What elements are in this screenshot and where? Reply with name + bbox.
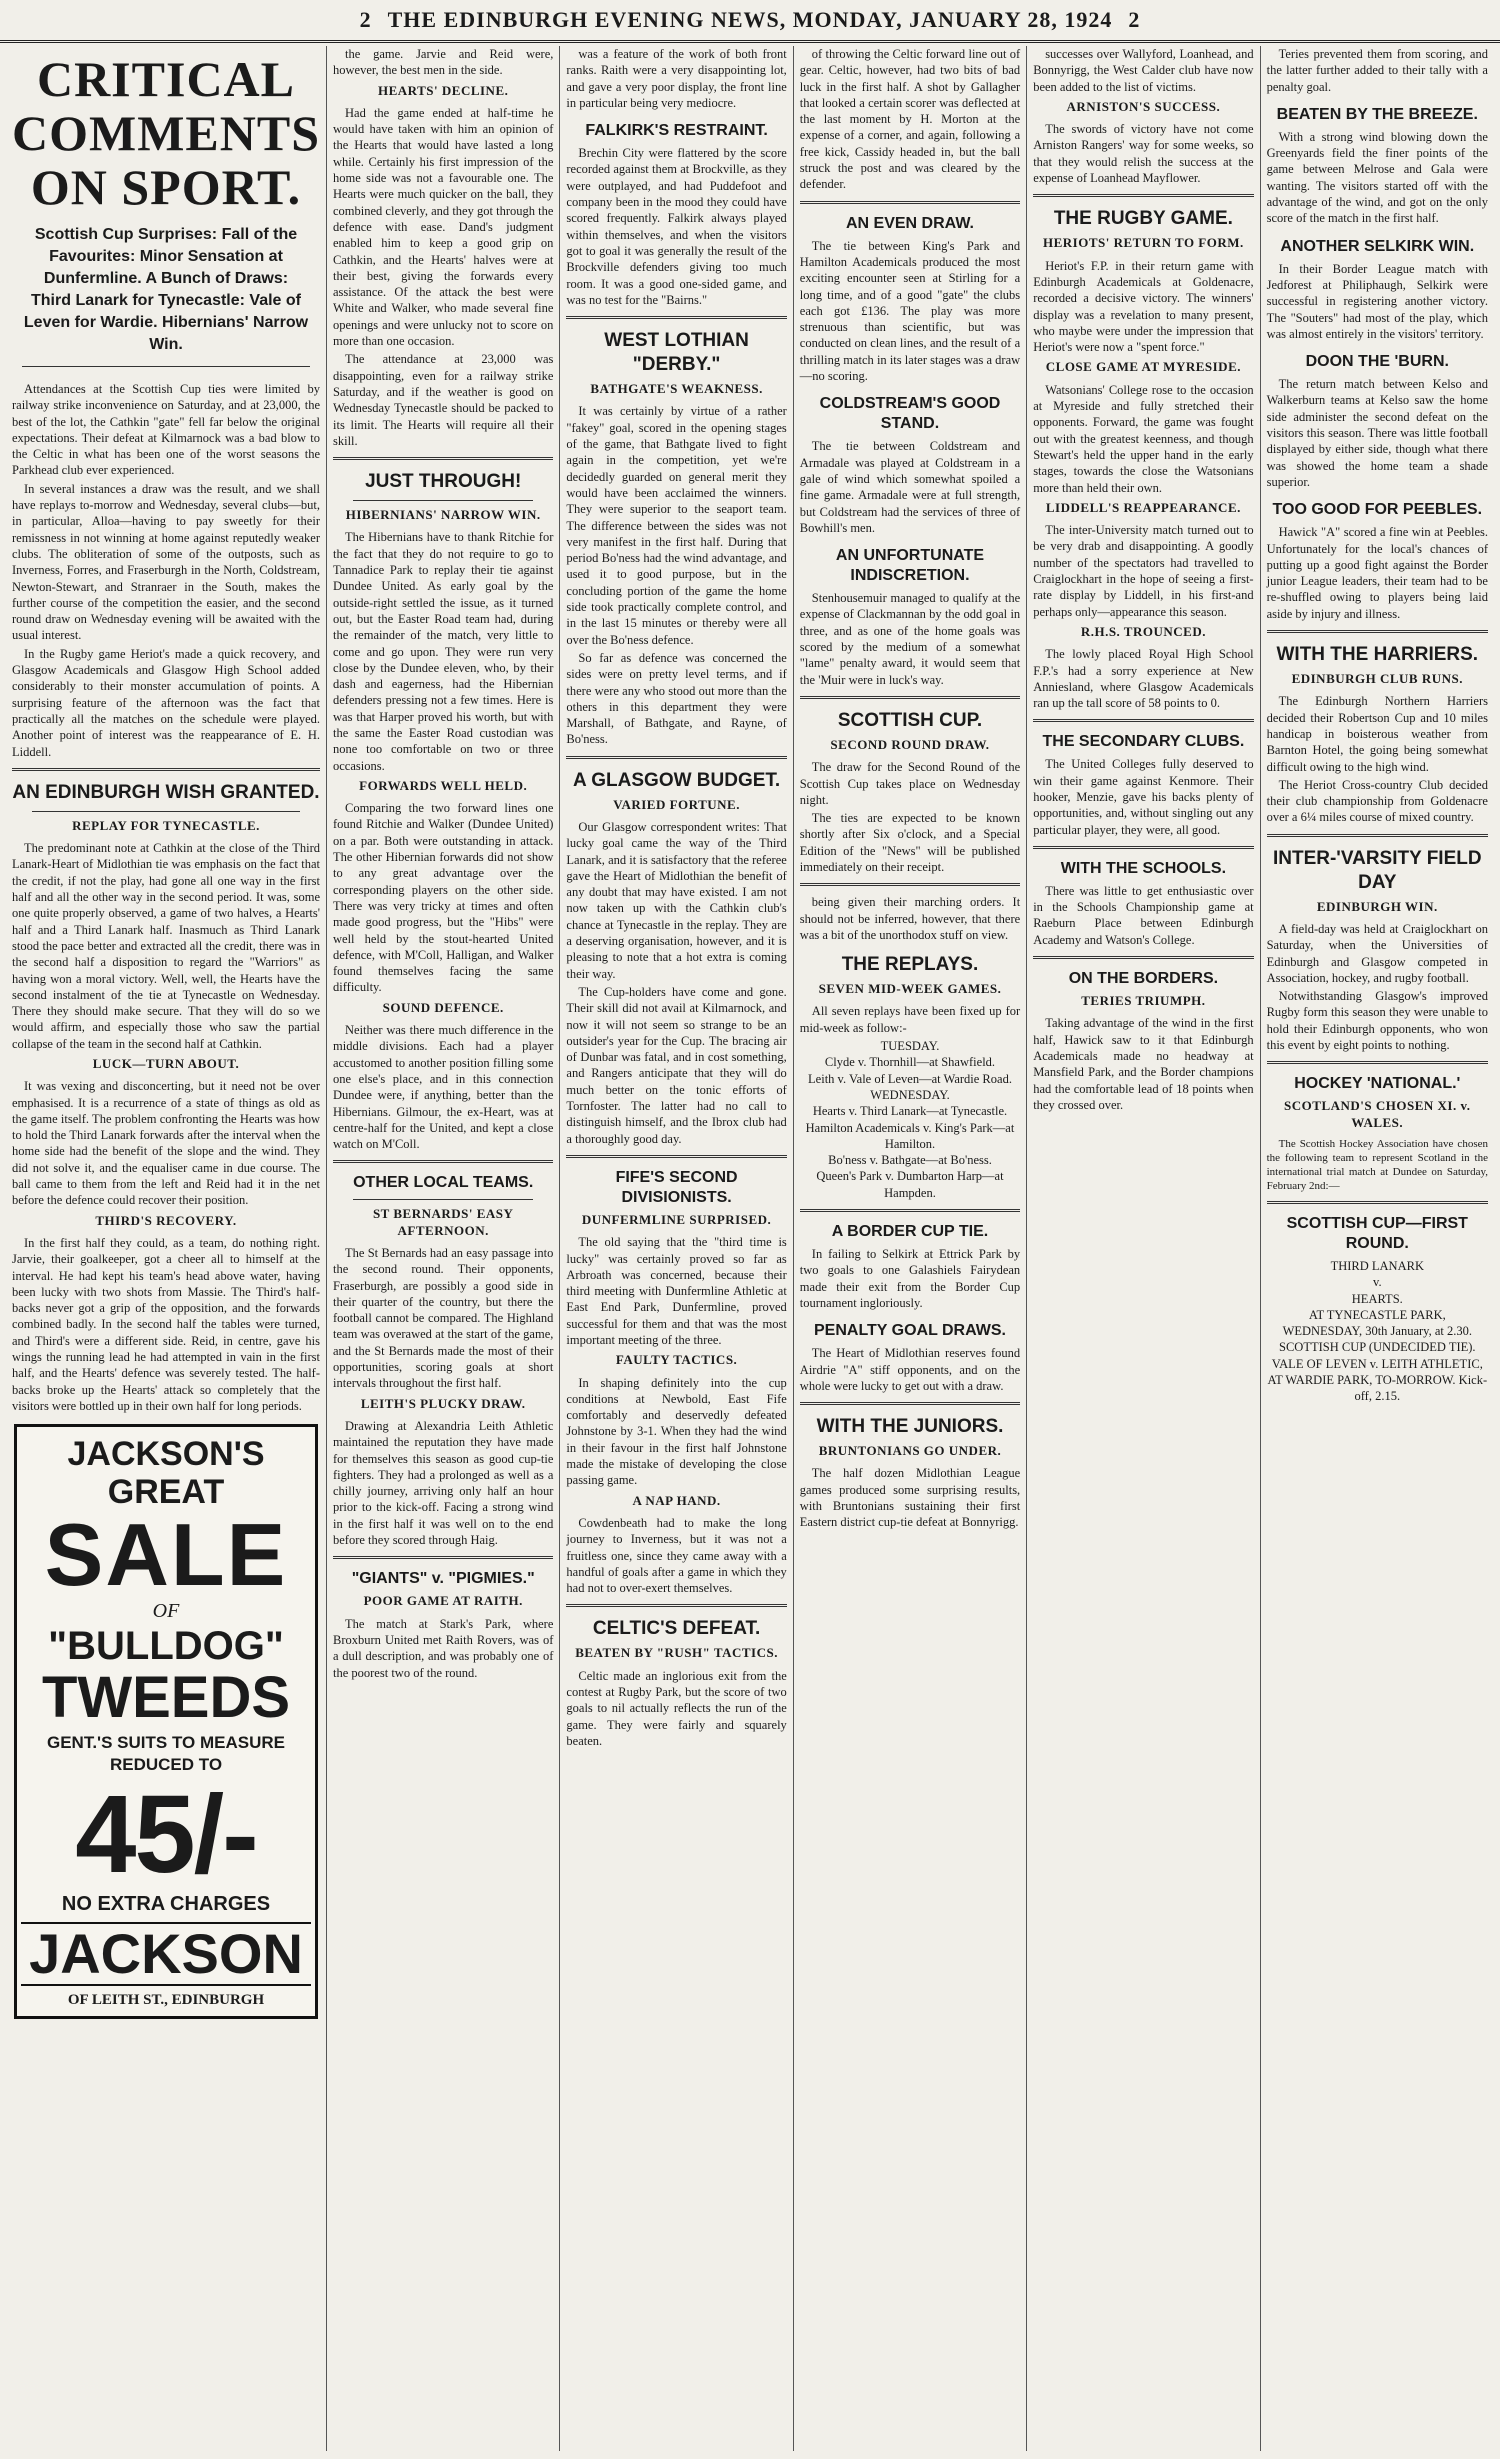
article-paragraph: The swords of victory have not come Arniston Rangers' way for some weeks, so that they would relish the success at the expense of Loanhead Mayflower. (1033, 122, 1254, 186)
section-heading: SCOTTISH CUP—FIRST ROUND. (1286, 1214, 1468, 1252)
article-paragraph: the game. Jarvie and Reid were, however, the best men in the side. (333, 47, 554, 78)
article-paragraph: being given their marching orders. It should not be inferred, however, that there was a bit of the unorthodox stuff on view. (799, 895, 1021, 942)
sub-heading: ST BERNARDS' EASY AFTERNOON. (372, 1206, 514, 1238)
article-paragraph: The Edinburgh Northern Harriers decided their Robertson Cup and 10 miles handicap in boisterous weather from Barnton Hotel, the going being somewhat difficult owing to the high wind. (1266, 694, 1488, 774)
divider (333, 457, 553, 460)
sub-heading: EDINBURGH WIN. (1316, 898, 1438, 914)
article-paragraph: In the first half they could, as a team, do nothing right. Jarvie, their goalkeeper, got a cheer all to himself at the interval. He had kept his team's head above water, having been lucky with two shots from Massie. The Third's half-backs never got a grip of the opposition, and the forwards combined badly. In the second half the tables were turned, and Third's were a different side. Reid, in centre, gave his wings the running lead he had attempted in vain in the first half, and the Hearts' defence was severely tested. The half-backs broke up the Hearts' attack so completely that the visitors were bottled up in their own half for long periods. (12, 1235, 320, 1413)
sub-heading: HIBERNIANS' NARROW WIN. (345, 507, 541, 523)
article-paragraph: There was little to get enthusiastic over in the Schools Championship game at Raeburn Place between Edinburgh Academy and Watson's College. (1033, 883, 1254, 947)
article-paragraph: The Scottish Hockey Association have chosen the following team to represent Scotland in the international trial match at Dundee on Saturday, February 2nd:— (1266, 1137, 1488, 1192)
sub-heading: SCOTLAND'S CHOSEN XI. v. WALES. (1284, 1098, 1471, 1130)
fixture-line: SCOTTISH CUP (UNDECIDED TIE). (1279, 1340, 1476, 1355)
column-2 (327, 46, 560, 2451)
sub-heading: FAULTY TACTICS. (615, 1352, 738, 1368)
section-heading: PENALTY GOAL DRAWS. (813, 1322, 1006, 1340)
section-heading: DOON THE 'BURN. (1305, 353, 1449, 371)
schedule-line: Bo'ness v. Bathgate—at Bo'ness. (828, 1153, 992, 1168)
divider (32, 811, 300, 812)
section-heading: HOCKEY 'NATIONAL.' (1294, 1075, 1461, 1093)
divider (1267, 630, 1488, 633)
section-heading: AN UNFORTUNATE INDISCRETION. (835, 547, 985, 585)
divider (1267, 1201, 1488, 1204)
sub-heading: VARIED FORTUNE. (613, 796, 740, 812)
schedule-line: Hamilton Academicals v. King's Park—at Hamilton. (805, 1120, 1015, 1151)
section-heading: FALKIRK'S RESTRAINT. (585, 122, 768, 140)
article-paragraph: The inter-University match turned out to be very drab and disappointing. A goodly number of the spectators had travelled to Craiglockhart in the hope of seeing a first-rate display by Liddell, in his first-and perhaps only—appearance this season. (1033, 523, 1254, 619)
section-heading: FIFE'S SECOND DIVISIONISTS. (615, 1168, 738, 1206)
divider (800, 696, 1020, 699)
article-paragraph: Taking advantage of the wind in the first half, Hawick saw to it that Edinburgh Academicals made no headway at Mansfield Park, and the Border champions had the comfortable lead of 18 points when they crossed over. (1033, 1016, 1254, 1112)
replay-schedule (800, 1038, 1020, 1201)
section-heading: A BORDER CUP TIE. (831, 1223, 989, 1241)
fixture-line: THIRD LANARK (1330, 1258, 1424, 1273)
article-paragraph: It was certainly by virtue of a rather "fakey" goal, scored in the opening stages of the game, that Bathgate lived to fight again in the competition, yet we're decidedly guarded on general merit they would have been acclaimed the winners. They were superior to the seaport team. The difference between the sides was not very manifest in the first half. During that period Bo'ness had the wind advantage, and used it to good purpose, but in the concluding portion of the game the home side took practically complete control, and in the last 15 minutes or thereby were all over the Bo'ness defence. (566, 404, 787, 647)
section-heading: ANOTHER SELKIRK WIN. (1280, 237, 1475, 255)
sub-heading: SOUND DEFENCE. (382, 999, 504, 1015)
article-paragraph: Teries prevented them from scoring, and the latter further added to their tally with a penalty goal. (1266, 47, 1488, 94)
section-heading: "GIANTS" v. "PIGMIES." (351, 1570, 535, 1588)
schedule-line: WEDNESDAY. (870, 1087, 950, 1102)
section-heading: INTER-'VARSITY FIELD DAY (1272, 847, 1482, 893)
article-paragraph: The St Bernards had an easy passage into the second round. Their opponents, Fraserburgh, are possibly a good side in their quarter of the country, but there the football cannot be compared. The Highland team was overawed at the start of the game, and the St Bernards made the most of their opportunities, scoring goals at short intervals throughout the first half. (333, 1246, 554, 1391)
section-heading: ON THE BORDERS. (1068, 970, 1219, 988)
article-paragraph: So far as defence was concerned the sides were on pretty level terms, and if there were any who stood out more than the others in this department they were Marshall, of Bathgate, and Rayne, of Bo'ness. (566, 650, 787, 747)
page-columns (6, 46, 1494, 2451)
ad-line: SALE (44, 1505, 288, 1605)
article-paragraph: The half dozen Midlothian League games produced some surprising results, with Bruntonians sustaining their first Eastern district cup-tie defeat at Bonnyrigg. (799, 1466, 1021, 1530)
divider (800, 883, 1020, 886)
article-paragraph: Had the game ended at half-time he would have taken with him an opinion of the Hearts that would have lasted a long while. Certainly his first impression of the home side was not a favourable one. The Hearts were much quicker on the ball, they combined cleverly, and they got through the defence with ease. Dand's judgment enabled him to keep a good grip on Cathkin, and the Hearts' halves were at their best, giving the forwards every assistance. Of the attack the best were White and Walker, who made several fine openings and were unlucky not to score on more than one occasion. (333, 105, 554, 349)
schedule-line: TUESDAY. (880, 1039, 940, 1054)
divider (800, 201, 1020, 204)
sub-heading: HEARTS' DECLINE. (378, 82, 509, 98)
newspaper-title: THE EDINBURGH EVENING NEWS, MONDAY, JANUARY 28, 1924 (387, 7, 1113, 32)
schedule-line: Leith v. Vale of Leven—at Wardie Road. (808, 1071, 1012, 1086)
column-5 (1027, 46, 1260, 2451)
article-paragraph: Attendances at the Scottish Cup ties were limited by railway strike inconvenience on Saturday, and at 23,000, the best of the lot, the Cathkin "gate" fell far below the original expectations. Their defeat at Kilmarnock was a bad blow to the Celtic in what has been one of the worst seasons the Parkhead club ever experienced. (12, 382, 320, 478)
article-paragraph: The lowly placed Royal High School F.P.'s had a sorry experience at New Anniesland, where Glasgow Academicals ran up the tall score of 58 points to 0. (1033, 647, 1254, 711)
sub-heading: HERIOTS' RETURN TO FORM. (1043, 235, 1244, 251)
divider (1033, 194, 1253, 197)
section-heading: WITH THE SCHOOLS. (1060, 859, 1227, 877)
article-paragraph: Our Glasgow correspondent writes: That lucky goal came the way of the Third Lanark, and it is satisfactory that the referee gave the Heart of Midlothian the benefit of any doubt that may have existed. I am not now taken up with the Cathkin club's chance at Tynecastle in the replay. They are a deserving organisation, however, and it is pleasing to note that a hot extra is coming their way. (566, 819, 787, 981)
jacksons-sale-advertisement (14, 1424, 318, 2019)
fixture-notice (1267, 1258, 1488, 1405)
article-paragraph: The match at Stark's Park, where Broxburn United met Raith Rovers, was of a dull description, and was probably one of the poorest two of the round. (333, 1616, 554, 1680)
article-paragraph: With a strong wind blowing down the Greenyards field the finer points of the game between Melrose and Gala were wanting. The visitors started off with the advantage of the wind, and got on the only score of the match in the first half. (1266, 129, 1488, 226)
column-1 (6, 46, 327, 2451)
divider (1033, 719, 1253, 722)
article-paragraph: Drawing at Alexandria Leith Athletic maintained the reputation they have made for themselves this season as good cup-tie fighters. They had a prolonged as well as a chilly journey, arriving only half an hour prior to the kick-off. Facing a strong wind in the first half it was well on to the end before they scored through Haig. (333, 1418, 554, 1548)
ad-line: GENT.'S SUITS TO MEASURE REDUCED TO (47, 1732, 285, 1774)
article-paragraph: Celtic made an inglorious exit from the contest at Rugby Park, but the score of two goals to nil actually reflects the run of the game. They were fairly and squarely beaten. (566, 1668, 787, 1748)
column-4 (794, 46, 1027, 2451)
article-paragraph: In failing to Selkirk at Ettrick Park by two goals to one Galashiels Fairydean made their exit from the Border Cup tournament ingloriously. (799, 1247, 1021, 1310)
article-paragraph: The Hibernians have to thank Ritchie for the fact that they do not require to go to Tannadice Park to replay their tie against Dundee United. As early goal by the outside-right settled the issue, as it turned out, but the Easter Road team had, during the remainder of the match, very little to come and go upon. They were run very close by the Dundee eleven, who, by their dash and eagerness, had the Hibernian defenders pressing not a few times. Here is was that Harper proved his worth, but with the same the Easter Road custodian was none too comfortable on two or three occasions. (333, 530, 554, 773)
divider (800, 1209, 1020, 1212)
article-paragraph: Watsonians' College rose to the occasion at Myreside and fully stretched their opponents. Forward, the game was fought out with the greatest keenness, and though Stewart's held the upper hand in the early stages, towards the close the Watsonians more than held their own. (1033, 382, 1254, 495)
article-paragraph: The tie between Coldstream and Armadale was played at Coldstream in a gale of wind which somewhat spoiled a fine game. Armadale were at full strength, but Coldstream had the services of three of Bowhill's men. (799, 439, 1021, 535)
section-heading: THE SECONDARY CLUBS. (1042, 733, 1245, 751)
article-paragraph: The Heriot Cross-country Club decided their club championship from Goldenacre over a 6¼ miles course of mixed country. (1266, 777, 1488, 825)
sub-heading: BRUNTONIANS GO UNDER. (818, 1443, 1002, 1459)
sub-heading: SEVEN MID-WEEK GAMES. (818, 981, 1002, 997)
ad-price: 45/- (75, 1772, 257, 1896)
main-headline: CRITICAL COMMENTS ON SPORT. (12, 51, 320, 215)
article-paragraph: In shaping definitely into the cup conditions at Newbold, East Fife comfortably and deservedly defeated Johnstone by 3-1. When they had the wind in their favour in the first half Johnstone made the mistake of developing the close passing game. (566, 1375, 787, 1488)
divider (1267, 834, 1488, 837)
ad-line: OF (152, 1600, 180, 1623)
article-paragraph: The United Colleges fully deserved to win their game against Kenmore. Their hooker, Menzie, gave his backs plenty of opportunities, and, without singling out any particular player, they were, all good. (1033, 757, 1254, 837)
divider (353, 1199, 533, 1200)
page-number-left: 2 (359, 7, 372, 32)
divider (12, 768, 320, 771)
ad-line: JACKSON'S GREAT (67, 1435, 265, 1512)
fixture-line: HEARTS. (1351, 1291, 1403, 1306)
article-paragraph: The Cup-holders have come and gone. Their skill did not avail at Kilmarnock, and now it will not seem so strange to be an outsider's year for the Cup. The bracing air of Dunbar was fatal, and in cost something, and Rangers anticipate that they will do much better on the tonic efforts of Tornfoster. The latter had no call to distinguish himself, and the Ibrox club had a thoroughly good day. (566, 984, 787, 1146)
article-paragraph: Stenhousemuir managed to qualify at the expense of Clackmannan by the odd goal in three, and as one of the home goals was scored by the medium of a somewhat "lame" penalty award, it would seem that the 'Muir were in luck's way. (799, 591, 1021, 687)
fixture-line: v. (1373, 1275, 1382, 1290)
sub-heading: BEATEN BY "RUSH" TACTICS. (575, 1645, 778, 1661)
column-6 (1261, 46, 1494, 2451)
article-paragraph: The return match between Kelso and Walkerburn teams at Kelso saw the home side administer the second defeat on the visitors this season. There was little football displayed by either side, though what there was showed the home team a shade superior. (1266, 377, 1488, 489)
sub-heading: POOR GAME AT RAITH. (363, 1593, 523, 1609)
section-heading: JUST THROUGH! (365, 471, 522, 493)
ad-brand: JACKSON (21, 1922, 311, 1986)
divider (333, 1556, 553, 1559)
sub-heading: LUCK—TURN ABOUT. (92, 1055, 240, 1071)
section-heading: WITH THE JUNIORS. (816, 1416, 1004, 1438)
sub-heading: R.H.S. TROUNCED. (1080, 623, 1206, 639)
divider (566, 1604, 786, 1607)
sub-heading: LIDDELL'S REAPPEARANCE. (1045, 499, 1241, 515)
sub-heading: THIRD'S RECOVERY. (95, 1212, 237, 1228)
fixture-line: WEDNESDAY, 30th January, at 2.30. (1282, 1324, 1473, 1339)
ad-line: "BULLDOG" (48, 1623, 284, 1668)
section-heading: BEATEN BY THE BREEZE. (1276, 105, 1478, 123)
section-heading: WEST LOTHIAN "DERBY." (604, 330, 749, 376)
ad-line: NO EXTRA CHARGES (61, 1892, 271, 1915)
article-paragraph: In several instances a draw was the result, and we shall have replays to-morrow and Wednesday, several clubs—but, in particular, Alloa—having to pay sweetly for their remissness in not winning at home against reputedly weaker clubs. The obliteration of some of the outposts, such as Inverness, Forres, and Fraserburgh in the North, Coldstream, Newton-Stewart, and Stranraer in the South, makes the further course of the competition the easier, and the second round draw on Wednesday evening will be awaited with the usual interest. (12, 481, 320, 643)
article-paragraph: All seven replays have been fixed up for mid-week as follow:- (799, 1004, 1021, 1035)
divider (566, 1155, 786, 1158)
sub-heading: CLOSE GAME AT MYRESIDE. (1045, 359, 1241, 375)
article-paragraph: was a feature of the work of both front ranks. Raith were a very disappointing lot, and gave a very poor display, the front line in particular being very mediocre. (566, 47, 787, 110)
sub-heading: ARNISTON'S SUCCESS. (1066, 98, 1221, 114)
article-paragraph: The old saying that the "third time is lucky" was certainly proved so far as Arbroath was concerned, because their third meeting with Dunfermline Athletic at East End Park, Dunfermline, proved successful for them and that was the most important meeting of the three. (566, 1235, 787, 1347)
divider (1033, 846, 1253, 849)
fixture-line: AT WARDIE PARK, TO-MORROW. Kick-off, 2.15. (1267, 1373, 1488, 1404)
article-paragraph: A field-day was held at Craiglockhart on Saturday, when the Universities of Edinburgh and Glasgow competed in Association, hockey, and rugby football. (1266, 921, 1488, 985)
section-heading: COLDSTREAM'S GOOD STAND. (819, 395, 1001, 433)
section-heading: TOO GOOD FOR PEEBLES. (1272, 501, 1483, 519)
article-paragraph: The ties are expected to be known shortly after Six o'clock, and a Special Edition of the "News" will be published immediately on their receipt. (799, 811, 1021, 874)
schedule-line: Clyde v. Thornhill—at Shawfield. (824, 1055, 996, 1070)
section-heading: OTHER LOCAL TEAMS. (353, 1174, 534, 1192)
divider (566, 316, 786, 319)
column-3 (560, 46, 793, 2451)
article-paragraph: successes over Wallyford, Loanhead, and Bonnyrigg, the West Calder club have now been added to the list of victims. (1033, 47, 1254, 94)
article-paragraph: Hawick "A" scored a fine win at Peebles. Unfortunately for the local's chances of putting up a good fight against the Border junior League leaders, their team had to be re-shuffled owing to players being laid aside by injury and illness. (1266, 525, 1488, 621)
section-heading: AN EDINBURGH WISH GRANTED. (12, 781, 320, 803)
article-paragraph: Cowdenbeath had to make the long journey to Inverness, but it was not a fruitless one, since they came away with a handful of goals after a game in which they had not to over-exert themselves. (566, 1515, 787, 1596)
sub-heading: SECOND ROUND DRAW. (830, 736, 990, 752)
section-heading: A GLASGOW BUDGET. (572, 769, 781, 791)
article-paragraph: The Heart of Midlothian reserves found Airdrie "A" stiff opponents, and on the whole were lucky to get out with a draw. (799, 1346, 1021, 1393)
ad-line: TWEEDS (41, 1664, 291, 1730)
article-paragraph: Comparing the two forward lines one found Ritchie and Walker (Dundee United) on a par. Both were outstanding in attack. The other Hibernian forwards did not show to any great advantage over the corresponding players on the other side. There was very tricky at times and often made good progress, but the "Hibs" were well held by the stout-hearted United defence, with M'Coll, Halligan, and Walker found themselves facing the same difficulty. (333, 801, 554, 995)
fixture-line: VALE OF LEVEN v. LEITH ATHLETIC, (1271, 1356, 1483, 1371)
sub-heading: A NAP HAND. (632, 1492, 721, 1508)
ad-address: OF LEITH ST., EDINBURGH (67, 1991, 265, 2008)
article-paragraph: of throwing the Celtic forward line out of gear. Celtic, however, had two bits of bad luck in the first half. A shot by Gallagher that looked a certain scorer was deflected at the last moment by H. Morton at the expense of a corner, and again, following a free kick, Cassidy headed in, but the ball struck the post and was cleared by the defender. (799, 47, 1021, 192)
section-heading: CELTIC'S DEFEAT. (592, 1618, 761, 1640)
sub-heading: REPLAY FOR TYNECASTLE. (72, 817, 260, 833)
section-heading: SCOTTISH CUP. (837, 709, 983, 731)
article-paragraph: The predominant note at Cathkin at the close of the Third Lanark-Heart of Midlothian tie was emphasis on the fact that the credit, if not the play, had gone all one way in the first half and all the other way in the second period. It was, some one quite properly observed, a game of two halves, a Hearts' half and a Third Lanark half. Inasmuch as Third Lanark stood the pace better and extracted all the credit, there was in the second half a disposition to regard the "Warriors" as having won a moral victory. Well, well, the Hearts have the second instalment of the tie at Tynecastle on Wednesday. There they should make secure. That they will do so we would affirm, and especially those who saw the partial collapse of the team in the second half at Cathkin. (12, 841, 320, 1051)
article-paragraph: The attendance at 23,000 was disappointing, even for a railway strike Saturday, and if the weather is good on Wednesday Tynecastle should be packed to its limit. The Hearts will require all their skill. (333, 352, 554, 448)
article-paragraph: In the Rugby game Heriot's made a quick recovery, and Glasgow Academicals and Glasgow High School added considerably to their monster accumulation of points. A surprising feature of the afternoon was the fact that practically all the matches on the schedule were played. Another point of interest was the reappearance of E. H. Liddell. (12, 646, 320, 759)
schedule-line: Hearts v. Third Lanark—at Tynecastle. (812, 1104, 1008, 1119)
fixture-line: AT TYNECASTLE PARK, (1308, 1307, 1446, 1322)
sub-heading: EDINBURGH CLUB RUNS. (1291, 671, 1464, 687)
article-paragraph: Brechin City were flattered by the score recorded against them at Brockville, as they were outplayed, and had Puddefoot and company been in the mood they could have scored frequently. Falkirk always played within themselves, and when the visitors got to goal it was generally the result of the Brockville defenders giving too much room. It was a good one-sided game, and was no test for the "Bairns." (566, 146, 787, 307)
article-paragraph: Notwithstanding Glasgow's improved Rugby form this season they were unable to hold their Edinburgh opponents, who won this event by eight points to nothing. (1266, 989, 1488, 1053)
section-heading: THE RUGBY GAME. (1053, 208, 1233, 230)
article-paragraph: The draw for the Second Round of the Scottish Cup takes place on Wednesday night. (799, 760, 1021, 807)
section-heading: THE REPLAYS. (841, 954, 979, 976)
section-heading: WITH THE HARRIERS. (1276, 644, 1479, 666)
sub-heading: FORWARDS WELL HELD. (359, 777, 528, 793)
divider (1033, 956, 1253, 959)
page-number-right: 2 (1128, 7, 1141, 32)
divider (333, 1160, 553, 1163)
schedule-line: Queen's Park v. Dumbarton Harp—at Hampden. (816, 1169, 1004, 1200)
article-paragraph: It was vexing and disconcerting, but it need not be over emphasised. It is a recurrence of a state of things as old as the game itself. The problem confronting the Hearts was how to hold the Third Lanark forwards after the interval when the home side had the benefit of the slope and the wind. They did not solve it, and the equaliser came in due course. The ball came to them from the left and Reid had it in the net before the defence could recover their position. (12, 1079, 320, 1208)
sub-heading: DUNFERMLINE SURPRISED. (581, 1211, 772, 1227)
article-paragraph: Neither was there much difference in the middle divisions. Each had a player accustomed to another position filling some one else's place, and in this connection Dundee were, if anything, better than the Hibernians. Gilmour, the ex-Heart, was at centre-half for the United, and kept a close watch on M'Coll. (333, 1023, 554, 1152)
headline-deck: Scottish Cup Surprises: Fall of the Favourites: Minor Sensation at Dunfermline. A Bunch of Draws: Third Lanark for Tynecastle: Vale of Leven for Wardie. Hibernians' Narrow Win. (22, 224, 310, 367)
sub-heading: TERIES TRIUMPH. (1081, 993, 1206, 1009)
sub-heading: BATHGATE'S WEAKNESS. (590, 381, 763, 397)
masthead (0, 0, 1500, 43)
article-paragraph: In their Border League match with Jedforest at Philiphaugh, Selkirk were successful in registering another victory. The "Souters" had most of the play, which was almost entirely in the visitors' territory. (1266, 261, 1488, 341)
divider (800, 1402, 1020, 1405)
article-paragraph: Heriot's F.P. in their return game with Edinburgh Academicals at Goldenacre, recorded a decisive victory. The winners' display was a revelation to many present, who maybe were under the impression that Heriot's were now a "spent force." (1033, 258, 1254, 355)
divider (353, 500, 533, 501)
divider (566, 756, 786, 759)
sub-heading: LEITH'S PLUCKY DRAW. (360, 1395, 526, 1411)
section-heading: AN EVEN DRAW. (845, 214, 974, 232)
article-paragraph: The tie between King's Park and Hamilton Academicals produced the most exciting encounter seen at Stirling for a long time, and of a good "gate" the clubs each got £136. The play was more strenuous than scientific, but was conducted on clean lines, and the result of a thrilling match in its later stages was a draw—no scoring. (799, 238, 1021, 384)
divider (1267, 1061, 1488, 1064)
